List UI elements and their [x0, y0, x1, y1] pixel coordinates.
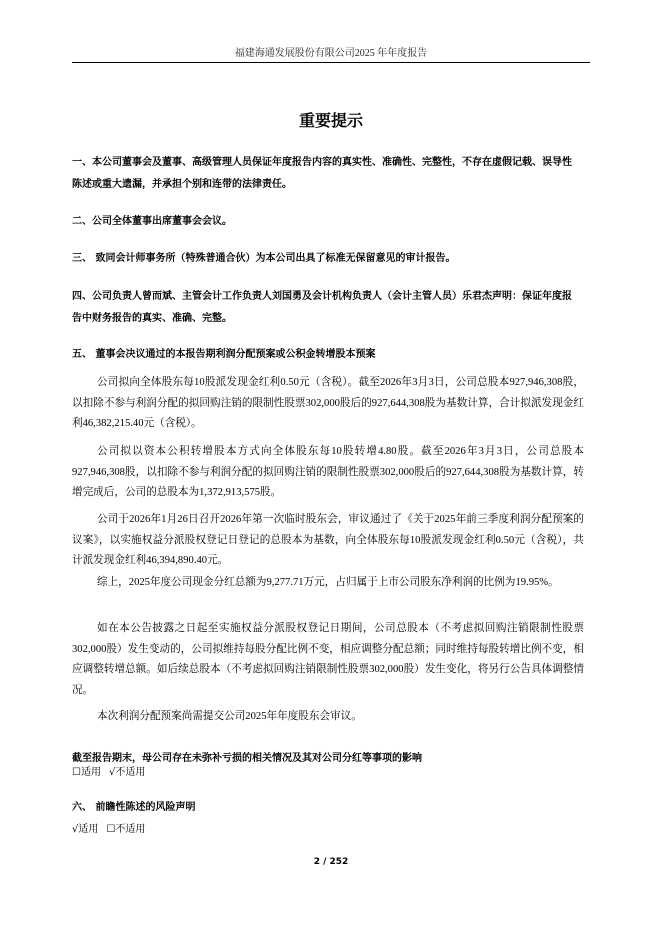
loss-option-applicable[interactable]: ☐适用 — [72, 767, 101, 778]
notice-item-2: 二、公司全体董事出席董事会会议。 — [72, 216, 232, 227]
paragraph-adjustment: 如在本公告披露之日起至实施权益分派股权登记日期间，公司总股本（不考虑拟回购注销限制性股票302,000股）发生变动的，公司拟维持每股分配比例不变，相应调整分配总额；同时维持每股转增比例不变，相应调整转增总额。如后续总股本（不考虑拟回购注销限制性股票302,000股）发生变化，将另行公告具体调整情况。 — [72, 623, 584, 696]
page-number: 2 / 252 — [313, 857, 349, 867]
paragraph-cash-dividend: 公司拟向全体股东每10股派发现金红利0.50元（含税）。截至2026年3月3日，公司总股本927,946,308股，以扣除不参与利润分配的拟回购注销的限制性股票302,000股后的927,644,308股为基数计算，合计拟派发现金红利46,382,215.40元（含税）。 — [72, 377, 584, 429]
notice-item-4: 四、公司负责人曾而斌、主管会计工作负责人刘国勇及会计机构负责人（会计主管人员）乐君杰声明：保证年度报告中财务报告的真实、准确、完整。 — [72, 291, 572, 324]
notice-item-1: 一、本公司董事会及董事、高级管理人员保证年度报告内容的真实性、准确性、完整性，不存在虚假记载、误导性陈述或重大遗漏，并承担个别和连带的法律责任。 — [72, 157, 572, 190]
page-title: 重要提示 — [298, 111, 363, 130]
loss-options — [72, 765, 145, 781]
page-header: 福建海通发展股份有限公司2025 年年度报告 — [234, 48, 428, 59]
loss-question: 截至报告期末，母公司存在未弥补亏损的相关情况及其对公司分红等事项的影响 — [72, 753, 422, 764]
item6-options — [72, 822, 145, 838]
paragraph-summary: 综上，2025年度公司现金分红总额为9,277.71万元，占归属于上市公司股东净利润的比例为19.95%。 — [97, 577, 559, 588]
paragraph-interim-dividend: 公司于2026年1月26日召开2026年第一次临时股东会，审议通过了《关于2025年前三季度利润分配预案的议案》，以实施权益分派股权登记日登记的总股本为基数，向全体股东每10股派发现金红利0.50元（含税），共计派发现金红利46,394,890.40元。 — [72, 514, 584, 566]
item6-option-applicable[interactable]: √适用 — [72, 824, 99, 835]
paragraph-approval: 本次利润分配预案尚需提交公司2025年年度股东会审议。 — [97, 711, 362, 722]
loss-option-not-applicable[interactable]: √不适用 — [108, 767, 146, 778]
item6-option-not-applicable[interactable]: ☐不适用 — [106, 824, 146, 835]
header-divider — [72, 62, 590, 63]
notice-item-5: 五、 董事会决议通过的本报告期利润分配预案或公积金转增股本预案 — [72, 349, 376, 360]
paragraph-capital-reserve: 公司拟以资本公积转增股本方式向全体股东每10股转增4.80股。截至2026年3月3日，公司总股本927,946,308股，以扣除不参与利润分配的拟回购注销的限制性股票302,000股后的927,644,308股为基数计算，转增完成后，公司的总股本为1,372,913,575股。 — [72, 446, 584, 498]
notice-item-3: 三、 致同会计师事务所（特殊普通合伙）为本公司出具了标准无保留意见的审计报告。 — [72, 253, 456, 264]
notice-item-6: 六、 前瞻性陈述的风险声明 — [72, 802, 196, 813]
